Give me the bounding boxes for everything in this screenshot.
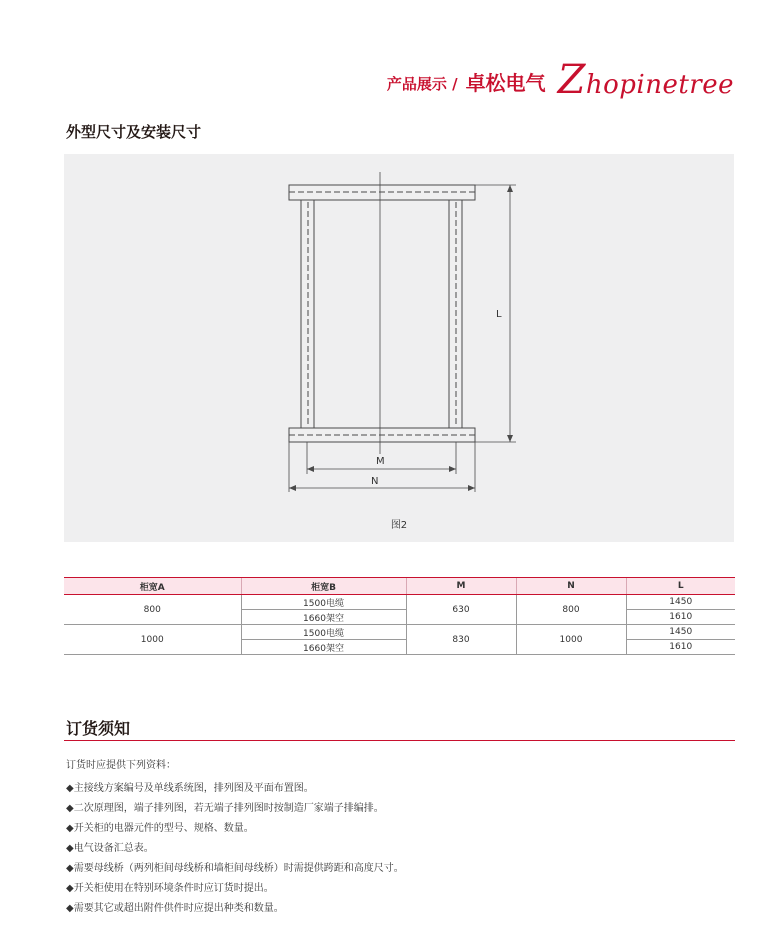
list-item: ◆主接线方案编号及单线系统图，排列图及平面布置图。 [66,783,314,794]
dimension-table [64,577,735,655]
cell-l: 1450 [626,595,735,610]
cell-m: 630 [406,595,516,625]
ordering-notes [66,756,404,919]
brand-logo-rest: hopinetree [585,70,734,100]
dimension-label-L: L [496,309,502,320]
list-item: ◆二次原理图，端子排列图，若无端子排列图时按制造厂家端子排编排。 [66,803,384,814]
cell-a: 800 [64,595,241,625]
cell-b: 1660架空 [241,640,406,655]
cell-n: 1000 [516,625,626,655]
section-title-dimensions: 外型尺寸及安装尺寸 [66,123,202,141]
cell-b: 1660架空 [241,610,406,625]
list-item: ◆需要母线桥（两列柜间母线桥和墙柜间母线桥）时需提供跨距和高度尺寸。 [66,863,404,874]
list-item: ◆电气设备汇总表。 [66,843,154,854]
col-header-n: N [516,578,626,595]
frame-drawing [64,154,734,542]
cell-m: 830 [406,625,516,655]
cell-a: 1000 [64,625,241,655]
brand-logo [557,57,734,103]
cell-b: 1500电缆 [241,595,406,610]
dimension-label-M: M [376,456,385,467]
table-row [64,625,735,640]
list-item: ◆需要其它或超出附件供件时应提出种类和数量。 [66,903,284,914]
list-item: ◆开关柜使用在特别环境条件时应订货时提出。 [66,883,274,894]
section-title-ordering: 订货须知 [66,719,131,738]
cell-b: 1500电缆 [241,625,406,640]
dimension-figure-panel [64,154,734,542]
header-category: 产品展示 / [386,75,458,93]
col-header-a: 柜宽A [64,578,241,595]
list-item: ◆开关柜的电器元件的型号、规格、数量。 [66,823,254,834]
cell-l: 1610 [626,640,735,655]
dimension-label-N: N [371,476,379,487]
table-row [64,595,735,610]
cell-l: 1610 [626,610,735,625]
cell-n: 800 [516,595,626,625]
cell-l: 1450 [626,625,735,640]
notes-intro: 订货时应提供下列资料： [66,760,176,771]
figure-caption: 图2 [390,520,408,531]
table-header-row [64,578,735,595]
section-divider [64,740,735,741]
page-header [0,56,734,103]
col-header-l: L [626,578,735,595]
col-header-b: 柜宽B [241,578,406,595]
col-header-m: M [406,578,516,595]
brand-logo-initial: Z [557,57,586,103]
header-brand-cn: 卓松电气 [465,71,546,95]
